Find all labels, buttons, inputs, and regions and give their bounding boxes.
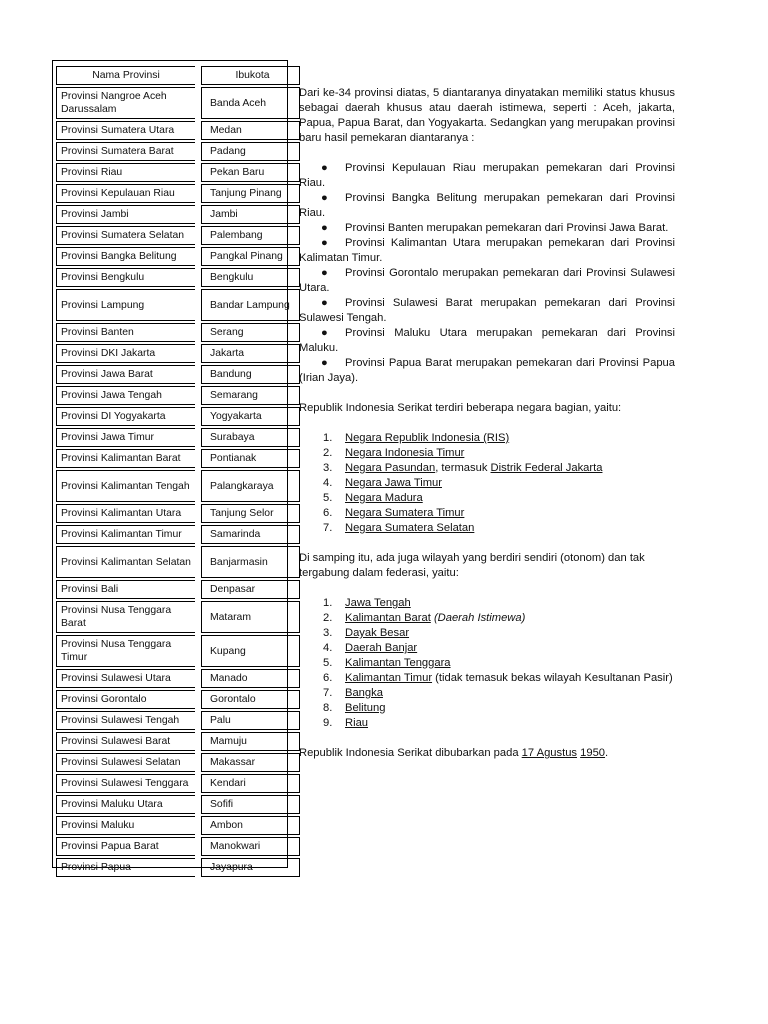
table-row bbox=[56, 323, 300, 342]
negara-bagian-list bbox=[299, 431, 675, 536]
cell-ibukota: Makassar bbox=[201, 753, 300, 772]
list-item: 5. Kalimantan Tenggara bbox=[323, 657, 451, 669]
cell-provinsi: Provinsi Jawa Barat bbox=[56, 365, 195, 384]
bullet-icon: ● bbox=[321, 327, 328, 339]
otonom-intro: Di samping itu, ada juga wilayah yang berdiri sendiri (otonom) dan tak tergabung dalam federasi, yaitu: bbox=[299, 552, 645, 579]
list-item: 7. Bangka bbox=[323, 687, 383, 699]
pemekaran-list bbox=[299, 161, 675, 386]
table-row bbox=[56, 546, 300, 578]
cell-ibukota: Padang bbox=[201, 142, 300, 161]
list-item: ● Provinsi Kepulauan Riau merupakan pemekaran dari Provinsi Riau. bbox=[299, 162, 675, 189]
cell-provinsi: Provinsi Gorontalo bbox=[56, 690, 195, 709]
cell-ibukota: Samarinda bbox=[201, 525, 300, 544]
link-negara-madura[interactable]: Negara Madura bbox=[345, 492, 423, 504]
cell-ibukota: Pekan Baru bbox=[201, 163, 300, 182]
cell-ibukota: Mataram bbox=[201, 601, 300, 633]
cell-ibukota: Ambon bbox=[201, 816, 300, 835]
header-ibukota: Ibukota bbox=[201, 66, 300, 85]
closing-paragraph: Republik Indonesia Serikat dibubarkan pada 17 Agustus 1950. bbox=[299, 747, 609, 759]
cell-ibukota: Gorontalo bbox=[201, 690, 300, 709]
bullet-icon: ● bbox=[321, 192, 328, 204]
link-negara-sumatera-timur[interactable]: Negara Sumatera Timur bbox=[345, 507, 465, 519]
table-row bbox=[56, 601, 300, 633]
link-bangka[interactable]: Bangka bbox=[345, 687, 383, 699]
cell-ibukota: Jakarta bbox=[201, 344, 300, 363]
cell-ibukota: Banjarmasin bbox=[201, 546, 300, 578]
link-negara-jawa-timur[interactable]: Negara Jawa Timur bbox=[345, 477, 442, 489]
cell-provinsi: Provinsi Bengkulu bbox=[56, 268, 195, 287]
link-1950[interactable]: 1950 bbox=[580, 747, 606, 759]
cell-provinsi: Provinsi Sulawesi Barat bbox=[56, 732, 195, 751]
table-row bbox=[56, 428, 300, 447]
list-item: ● Provinsi Papua Barat merupakan pemekaran dari Provinsi Papua (Irian Jaya). bbox=[299, 357, 675, 384]
cell-ibukota: Semarang bbox=[201, 386, 300, 405]
cell-provinsi: Provinsi Nusa Tenggara Timur bbox=[56, 635, 195, 667]
list-item: 4. Negara Jawa Timur bbox=[323, 477, 442, 489]
cell-ibukota: Palu bbox=[201, 711, 300, 730]
list-item: 3. Negara Pasundan, termasuk Distrik Federal Jakarta bbox=[323, 462, 603, 474]
link-riau[interactable]: Riau bbox=[345, 717, 369, 729]
cell-ibukota: Banda Aceh bbox=[201, 87, 300, 119]
cell-provinsi: Provinsi Bangka Belitung bbox=[56, 247, 195, 266]
table-row bbox=[56, 669, 300, 688]
table-row bbox=[56, 504, 300, 523]
table-row bbox=[56, 268, 300, 287]
cell-provinsi: Provinsi Papua Barat bbox=[56, 837, 195, 856]
cell-ibukota: Bandar Lampung bbox=[201, 289, 300, 321]
table-row bbox=[56, 580, 300, 599]
cell-ibukota: Bengkulu bbox=[201, 268, 300, 287]
table-row bbox=[56, 470, 300, 502]
cell-provinsi: Provinsi Jawa Tengah bbox=[56, 386, 195, 405]
cell-provinsi: Provinsi Kalimantan Tengah bbox=[56, 470, 195, 502]
province-table-frame bbox=[52, 60, 290, 873]
bullet-icon: ● bbox=[321, 222, 328, 234]
table-row bbox=[56, 525, 300, 544]
cell-ibukota: Palembang bbox=[201, 226, 300, 245]
table-row bbox=[56, 163, 300, 182]
list-item: 2. Negara Indonesia Timur bbox=[323, 447, 465, 459]
list-item: 1. Jawa Tengah bbox=[323, 597, 411, 609]
table-row bbox=[56, 407, 300, 426]
cell-ibukota: Manado bbox=[201, 669, 300, 688]
table-row bbox=[56, 690, 300, 709]
link-negara-sumatera-selatan[interactable]: Negara Sumatera Selatan bbox=[345, 522, 475, 534]
list-item: 4. Daerah Banjar bbox=[323, 642, 418, 654]
list-item: ● Provinsi Maluku Utara merupakan pemekaran dari Provinsi Maluku. bbox=[299, 327, 675, 354]
province-table bbox=[56, 64, 300, 879]
list-item: 6. Negara Sumatera Timur bbox=[323, 507, 465, 519]
cell-provinsi: Provinsi Bali bbox=[56, 580, 195, 599]
table-row bbox=[56, 184, 300, 203]
link-jawa-tengah[interactable]: Jawa Tengah bbox=[345, 597, 411, 609]
table-body bbox=[56, 87, 300, 877]
cell-ibukota: Bandung bbox=[201, 365, 300, 384]
cell-provinsi: Provinsi Lampung bbox=[56, 289, 195, 321]
header-nama-provinsi: Nama Provinsi bbox=[56, 66, 195, 85]
cell-provinsi: Provinsi Sulawesi Utara bbox=[56, 669, 195, 688]
link-kalimantan-barat[interactable]: Kalimantan Barat bbox=[345, 612, 431, 624]
cell-ibukota: Kendari bbox=[201, 774, 300, 793]
table-row bbox=[56, 205, 300, 224]
cell-provinsi: Provinsi Kalimantan Timur bbox=[56, 525, 195, 544]
cell-provinsi: Provinsi Nusa Tenggara Barat bbox=[56, 601, 195, 633]
table-row bbox=[56, 87, 300, 119]
list-item: ● Provinsi Sulawesi Barat merupakan pemekaran dari Provinsi Sulawesi Tengah. bbox=[299, 297, 675, 324]
cell-ibukota: Medan bbox=[201, 121, 300, 140]
table-row bbox=[56, 753, 300, 772]
cell-provinsi: Provinsi Riau bbox=[56, 163, 195, 182]
list-item: 9. Riau bbox=[323, 717, 369, 729]
cell-provinsi: Provinsi Nangroe Aceh Darussalam bbox=[56, 87, 195, 119]
cell-provinsi: Provinsi Jawa Timur bbox=[56, 428, 195, 447]
cell-ibukota: Mamuju bbox=[201, 732, 300, 751]
cell-ibukota: Tanjung Selor bbox=[201, 504, 300, 523]
table-row bbox=[56, 344, 300, 363]
intro-paragraph: Dari ke-34 provinsi diatas, 5 diantaranya dinyatakan memiliki status khusus sebagai daerah khusus atau daerah istimewa, seperti : Aceh, jakarta, Papua, Papua Barat, dan Yogyakarta. Sedangkan yang merupakan provinsi baru hasil pemekaran diantaranya : bbox=[299, 87, 675, 144]
cell-provinsi: Provinsi Sulawesi Tenggara bbox=[56, 774, 195, 793]
cell-ibukota: Serang bbox=[201, 323, 300, 342]
cell-provinsi: Provinsi Maluku Utara bbox=[56, 795, 195, 814]
list-item: ● Provinsi Kalimantan Utara merupakan pemekaran dari Provinsi Kalimatan Timur. bbox=[299, 237, 675, 264]
cell-provinsi: Provinsi DKI Jakarta bbox=[56, 344, 195, 363]
text-column bbox=[299, 86, 675, 761]
cell-provinsi: Provinsi Papua bbox=[56, 858, 195, 877]
table-row bbox=[56, 774, 300, 793]
link-daerah-banjar[interactable]: Daerah Banjar bbox=[345, 642, 418, 654]
list-item: ● Provinsi Bangka Belitung merupakan pemekaran dari Provinsi Riau. bbox=[299, 192, 675, 219]
cell-provinsi: Provinsi Sumatera Barat bbox=[56, 142, 195, 161]
list-item: 6. Kalimantan Timur (tidak temasuk bekas wilayah Kesultanan Pasir) bbox=[323, 672, 673, 684]
cell-ibukota: Palangkaraya bbox=[201, 470, 300, 502]
ris-intro: Republik Indonesia Serikat terdiri beberapa negara bagian, yaitu: bbox=[299, 402, 622, 414]
list-item: 3. Dayak Besar bbox=[323, 627, 410, 639]
cell-ibukota: Jambi bbox=[201, 205, 300, 224]
cell-ibukota: Pontianak bbox=[201, 449, 300, 468]
cell-ibukota: Sofifi bbox=[201, 795, 300, 814]
list-item: 5. Negara Madura bbox=[323, 492, 423, 504]
cell-provinsi: Provinsi Sulawesi Tengah bbox=[56, 711, 195, 730]
cell-ibukota: Manokwari bbox=[201, 837, 300, 856]
cell-provinsi: Provinsi Kalimantan Utara bbox=[56, 504, 195, 523]
bullet-icon: ● bbox=[321, 297, 328, 309]
link-negara-indonesia-timur[interactable]: Negara Indonesia Timur bbox=[345, 447, 465, 459]
table-row bbox=[56, 142, 300, 161]
link-17-agustus[interactable]: 17 Agustus bbox=[521, 747, 578, 759]
cell-provinsi: Provinsi Kepulauan Riau bbox=[56, 184, 195, 203]
otonom-list bbox=[299, 596, 675, 731]
list-item: 1. Negara Republik Indonesia (RIS) bbox=[323, 432, 510, 444]
cell-provinsi: Provinsi DI Yogyakarta bbox=[56, 407, 195, 426]
table-row bbox=[56, 858, 300, 877]
cell-ibukota: Surabaya bbox=[201, 428, 300, 447]
cell-provinsi: Provinsi Kalimantan Barat bbox=[56, 449, 195, 468]
list-item: 2. Kalimantan Barat (Daerah Istimewa) bbox=[323, 612, 526, 624]
table-row bbox=[56, 795, 300, 814]
table-row bbox=[56, 365, 300, 384]
table-row bbox=[56, 732, 300, 751]
link-dayak-besar[interactable]: Dayak Besar bbox=[345, 627, 410, 639]
cell-provinsi: Provinsi Kalimantan Selatan bbox=[56, 546, 195, 578]
link-distrik-federal-jakarta[interactable]: Distrik Federal Jakarta bbox=[490, 462, 603, 474]
table-row bbox=[56, 386, 300, 405]
link-negara-pasundan[interactable]: Negara Pasundan bbox=[345, 462, 436, 474]
table-row bbox=[56, 289, 300, 321]
bullet-icon: ● bbox=[321, 237, 328, 249]
cell-ibukota: Yogyakarta bbox=[201, 407, 300, 426]
bullet-icon: ● bbox=[321, 162, 328, 174]
cell-provinsi: Provinsi Sulawesi Selatan bbox=[56, 753, 195, 772]
cell-provinsi: Provinsi Sumatera Utara bbox=[56, 121, 195, 140]
cell-ibukota: Jayapura bbox=[201, 858, 300, 877]
cell-provinsi: Provinsi Maluku bbox=[56, 816, 195, 835]
table-row bbox=[56, 711, 300, 730]
table-row bbox=[56, 449, 300, 468]
cell-provinsi: Provinsi Jambi bbox=[56, 205, 195, 224]
table-row bbox=[56, 635, 300, 667]
list-item: ● Provinsi Gorontalo merupakan pemekaran dari Provinsi Sulawesi Utara. bbox=[299, 267, 675, 294]
list-item: 8. Belitung bbox=[323, 702, 386, 714]
list-item: ● Provinsi Banten merupakan pemekaran dari Provinsi Jawa Barat. bbox=[299, 221, 675, 236]
cell-ibukota: Tanjung Pinang bbox=[201, 184, 300, 203]
table-row bbox=[56, 837, 300, 856]
link-negara-republik-indonesia[interactable]: Negara Republik Indonesia (RIS) bbox=[345, 432, 510, 444]
cell-ibukota: Denpasar bbox=[201, 580, 300, 599]
bullet-icon: ● bbox=[321, 357, 328, 369]
cell-ibukota: Kupang bbox=[201, 635, 300, 667]
table-row bbox=[56, 121, 300, 140]
cell-provinsi: Provinsi Sumatera Selatan bbox=[56, 226, 195, 245]
list-item: 7. Negara Sumatera Selatan bbox=[323, 522, 475, 534]
bullet-icon: ● bbox=[321, 267, 328, 279]
link-kalimantan-timur[interactable]: Kalimantan Timur bbox=[345, 672, 433, 684]
table-row bbox=[56, 816, 300, 835]
cell-provinsi: Provinsi Banten bbox=[56, 323, 195, 342]
table-row bbox=[56, 226, 300, 245]
table-row bbox=[56, 247, 300, 266]
link-belitung[interactable]: Belitung bbox=[345, 702, 386, 714]
link-kalimantan-tenggara[interactable]: Kalimantan Tenggara bbox=[345, 657, 451, 669]
table-header-row bbox=[56, 66, 300, 85]
cell-ibukota: Pangkal Pinang bbox=[201, 247, 300, 266]
